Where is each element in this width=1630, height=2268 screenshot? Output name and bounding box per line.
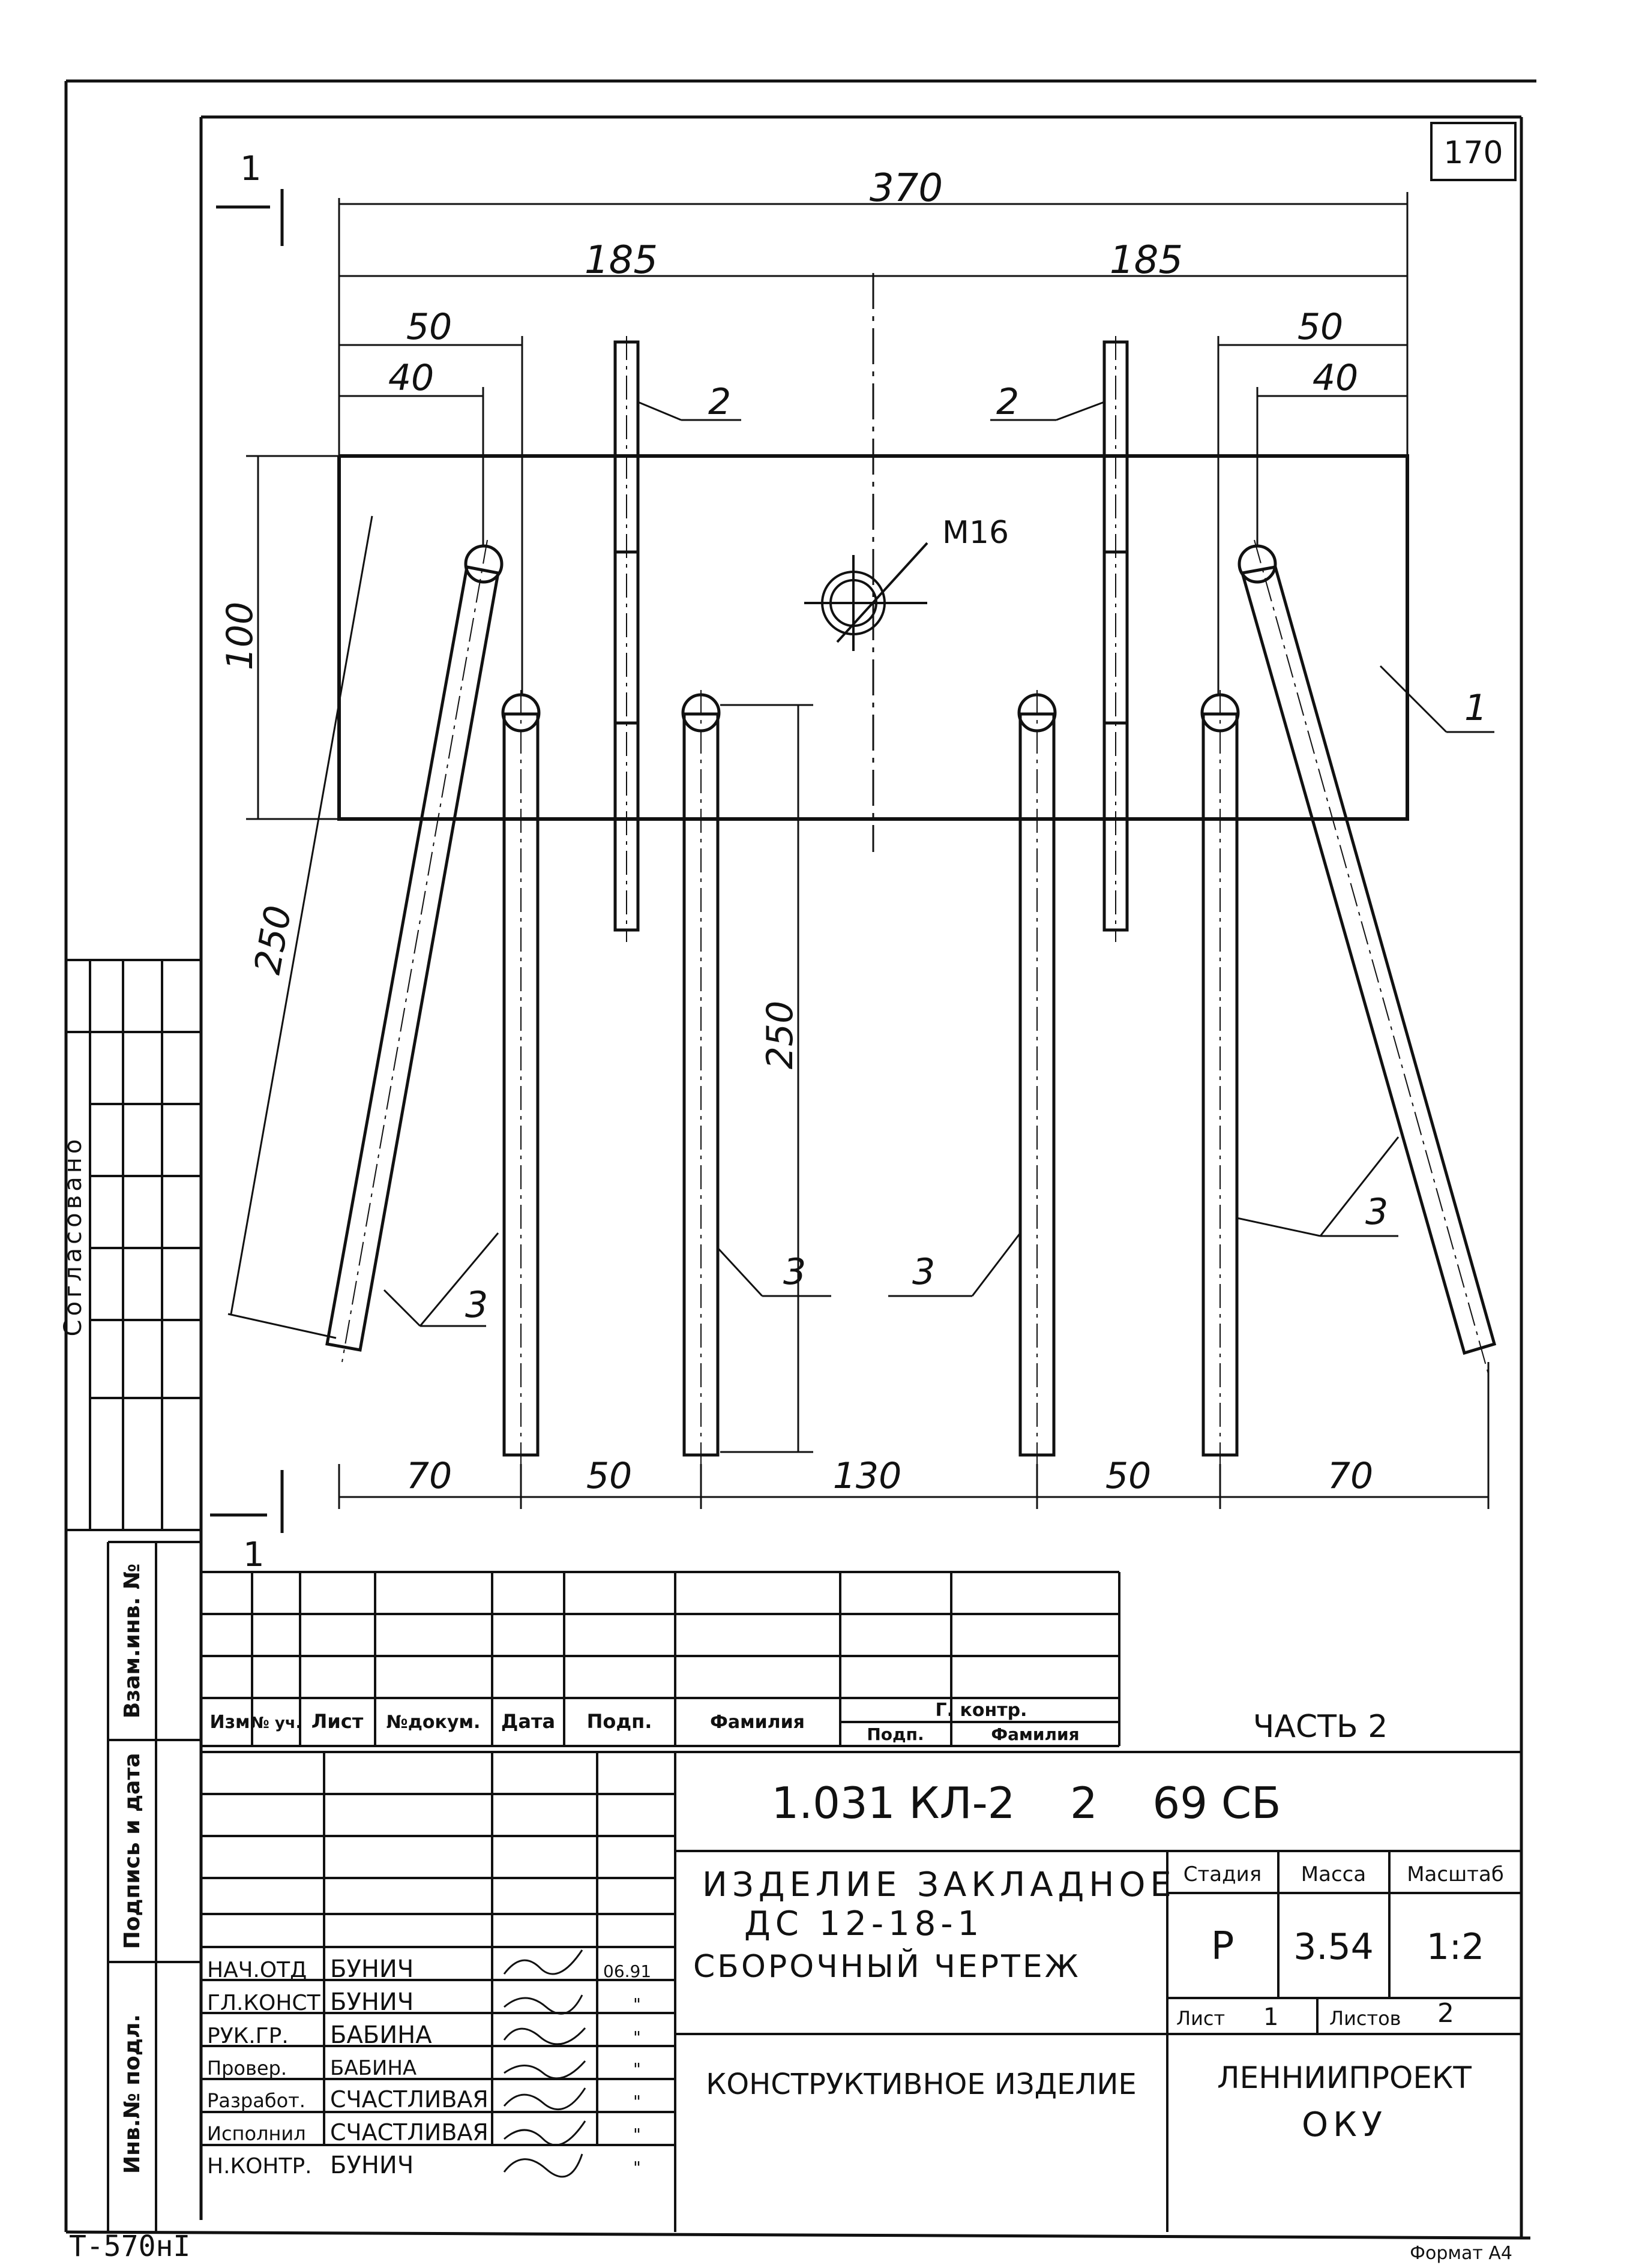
dim-50-bottom-right: 50 bbox=[1105, 1455, 1152, 1497]
dim-half-right: 185 bbox=[1109, 238, 1183, 283]
signer-role: Н.КОНТР. bbox=[207, 2154, 312, 2179]
dim-40-right: 40 bbox=[1312, 357, 1359, 399]
rev-list: Лист bbox=[311, 1710, 364, 1733]
dim-250-diag: 250 bbox=[246, 902, 300, 978]
leader-lines bbox=[384, 402, 1494, 1326]
dim-70-left: 70 bbox=[406, 1455, 453, 1497]
title-line-3: СБОРОЧНЫЙ ЧЕРТЕЖ bbox=[693, 1949, 1081, 1985]
signer-date: " bbox=[633, 2125, 641, 2144]
dim-overall: 370 bbox=[869, 166, 943, 211]
signer-date: " bbox=[633, 1994, 641, 2014]
sheet-value: 1 bbox=[1263, 2003, 1279, 2031]
agreed-label: Согласовано bbox=[59, 1135, 87, 1337]
signer-name: БАБИНА bbox=[330, 2021, 432, 2049]
signer-role: Разработ. bbox=[207, 2089, 305, 2112]
dim-100: 100 bbox=[219, 601, 261, 671]
format-label: Формат А4 bbox=[1410, 2243, 1512, 2264]
rod-1 bbox=[503, 690, 539, 1464]
callout-pos3-c: 3 bbox=[912, 1251, 936, 1293]
signer-date: " bbox=[633, 2059, 641, 2079]
signer-name: СЧАСТЛИВАЯ bbox=[330, 2086, 489, 2113]
signer-name: БУНИЧ bbox=[330, 2152, 414, 2179]
dim-50-left: 50 bbox=[406, 306, 453, 348]
rod-2 bbox=[683, 690, 719, 1464]
signer-date: " bbox=[633, 2092, 641, 2111]
signer-name: БУНИЧ bbox=[330, 1988, 414, 2016]
dim-50-bottom-left: 50 bbox=[586, 1455, 633, 1497]
rod-3 bbox=[1019, 690, 1055, 1464]
rev-control-sign: Подп. bbox=[867, 1724, 924, 1744]
section-marks bbox=[210, 189, 282, 1533]
stage-value: Р bbox=[1210, 1924, 1235, 1969]
sheets-label: Листов bbox=[1329, 2007, 1401, 2030]
rev-control-surname: Фамилия bbox=[991, 1724, 1080, 1744]
rev-izm: Изм bbox=[209, 1712, 250, 1733]
callout-pos2-right: 2 bbox=[996, 381, 1020, 423]
callout-pos1: 1 bbox=[1464, 687, 1488, 729]
stage-label: Стадия bbox=[1183, 1862, 1262, 1886]
signer-date: " bbox=[633, 2158, 641, 2177]
callout-pos2-left: 2 bbox=[708, 381, 732, 423]
title-line-1: ИЗДЕЛИЕ ЗАКЛАДНОЕ bbox=[702, 1865, 1176, 1904]
scale-value: 1:2 bbox=[1426, 1926, 1485, 1968]
dim-half-left: 185 bbox=[584, 238, 658, 283]
dim-40-left: 40 bbox=[388, 357, 435, 399]
sheet-label: Лист bbox=[1176, 2007, 1226, 2030]
org-line-2: ОКУ bbox=[1302, 2105, 1387, 2144]
swap-inv-label: Взам.инв. № bbox=[120, 1563, 145, 1719]
inv-orig-label: Инв.№ подл. bbox=[120, 2014, 145, 2174]
signer-role: РУК.ГР. bbox=[207, 2024, 289, 2048]
title-line-2: ДС 12-18-1 bbox=[744, 1904, 984, 1943]
signer-name: БАБИНА bbox=[330, 2056, 417, 2080]
product-type: КОНСТРУКТИВНОЕ ИЗДЕЛИЕ bbox=[706, 2068, 1137, 2101]
form-code: Т-570нI bbox=[69, 2230, 191, 2263]
signer-role: НАЧ.ОТД bbox=[207, 1958, 307, 1982]
rev-sign: Подп. bbox=[586, 1710, 652, 1733]
inclined-rod-right bbox=[1239, 540, 1494, 1374]
scale-label: Масштаб bbox=[1407, 1862, 1504, 1886]
mass-label: Масса bbox=[1301, 1862, 1367, 1886]
org-line-1: ЛЕННИИПРОЕКТ bbox=[1217, 2060, 1472, 2095]
rev-date: Дата bbox=[501, 1710, 556, 1733]
section-mark-top: 1 bbox=[240, 149, 262, 188]
callout-pos3-a: 3 bbox=[465, 1284, 489, 1326]
rev-surname: Фамилия bbox=[710, 1712, 805, 1733]
signer-date: 06.91 bbox=[603, 1961, 652, 1981]
section-mark-bottom: 1 bbox=[243, 1535, 265, 1574]
m16-hole bbox=[804, 543, 927, 651]
part-label: ЧАСТЬ 2 bbox=[1253, 1709, 1388, 1745]
dim-70-right: 70 bbox=[1327, 1455, 1374, 1497]
signature-scribbles bbox=[504, 1950, 585, 2177]
rod-4 bbox=[1202, 690, 1238, 1464]
dim-50-right: 50 bbox=[1297, 306, 1344, 348]
signer-name: БУНИЧ bbox=[330, 1955, 414, 1983]
strip-right bbox=[1104, 336, 1127, 942]
mass-value: 3.54 bbox=[1293, 1926, 1374, 1968]
signer-role: Провер. bbox=[207, 2057, 287, 2080]
signer-role: Исполнил bbox=[207, 2122, 306, 2145]
signer-role: ГЛ.КОНСТ bbox=[207, 1991, 320, 2015]
rev-num-uch: № уч. bbox=[250, 1714, 302, 1732]
sign-date-label: Подпись и дата bbox=[120, 1753, 145, 1949]
callout-pos3-b: 3 bbox=[783, 1251, 807, 1293]
thread-callout: М16 bbox=[942, 515, 1009, 551]
signer-date: " bbox=[633, 2027, 641, 2047]
designation: 1.031 КЛ-2 2 69 СБ bbox=[771, 1778, 1281, 1828]
rev-doc-num: №докум. bbox=[386, 1712, 481, 1733]
signer-name: СЧАСТЛИВАЯ bbox=[330, 2119, 489, 2146]
inclined-rod-left bbox=[327, 540, 502, 1362]
sheets-value: 2 bbox=[1437, 1998, 1454, 2029]
signer-row bbox=[207, 2152, 641, 2179]
callout-pos3-d: 3 bbox=[1365, 1191, 1389, 1233]
dim-250-vert: 250 bbox=[759, 1000, 801, 1070]
dim-130: 130 bbox=[832, 1455, 902, 1497]
signer-row bbox=[207, 2056, 641, 2080]
strip-left bbox=[615, 336, 638, 942]
sheet-number: 170 bbox=[1443, 135, 1503, 171]
rev-control: Г. контр. bbox=[935, 1700, 1027, 1721]
